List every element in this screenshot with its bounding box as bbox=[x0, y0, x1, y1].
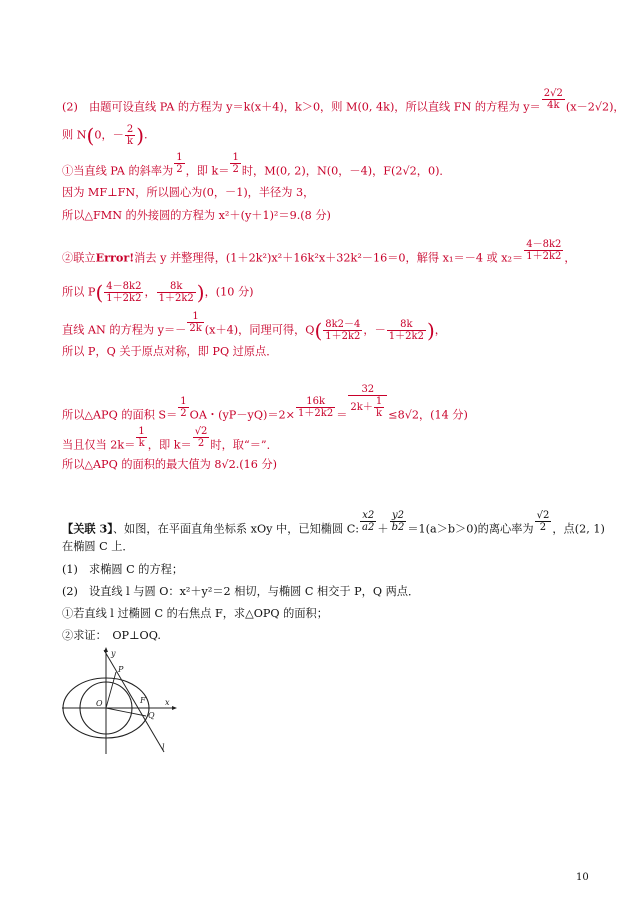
page-number: 10 bbox=[576, 872, 589, 883]
text: 消去 y 并整理得，(1＋2k²)x²＋16k²x＋32k²－16＝0，解得 x₁＝－4 或 x₂＝ bbox=[134, 251, 524, 265]
solution-line-10 bbox=[62, 384, 468, 433]
fraction bbox=[387, 319, 426, 342]
denominator: 1＋2k2 bbox=[106, 293, 142, 304]
text: 则 N bbox=[62, 128, 87, 142]
denominator: 2 bbox=[232, 164, 239, 175]
text: 0，－ bbox=[94, 128, 124, 142]
paren-close: ) bbox=[426, 318, 435, 343]
problem-line-1 bbox=[62, 510, 605, 541]
solution-line-7 bbox=[62, 281, 254, 304]
compound-fraction bbox=[348, 384, 387, 419]
text: ，即 k＝ bbox=[147, 438, 192, 452]
error-text: Error! bbox=[95, 250, 135, 265]
numerator: x2 bbox=[360, 510, 376, 522]
denominator: a2 bbox=[362, 522, 375, 533]
numerator: 1 bbox=[180, 396, 187, 407]
text: ，点(2, 1) bbox=[552, 522, 605, 536]
numerator: √2 bbox=[194, 426, 208, 437]
label-l: l bbox=[162, 743, 165, 752]
fraction bbox=[174, 152, 184, 175]
text: ，(10 分) bbox=[204, 285, 254, 299]
fraction bbox=[390, 510, 407, 533]
text: ，即 k＝ bbox=[185, 164, 230, 178]
fraction bbox=[193, 426, 210, 449]
numerator: 8k bbox=[157, 281, 196, 293]
fraction bbox=[296, 396, 335, 419]
fraction bbox=[230, 152, 240, 175]
text: ＋ bbox=[377, 522, 389, 536]
text: ②联立 bbox=[62, 251, 96, 265]
text: OA・(yP－yQ)＝2× bbox=[189, 408, 296, 422]
text: 时，M(0, 2)，N(0，－4)，F(2√2，0)． bbox=[241, 164, 451, 178]
ellipse-circle-figure bbox=[60, 646, 180, 756]
text: 2k＋ bbox=[350, 402, 373, 413]
numerator: √2 bbox=[536, 510, 550, 521]
label-q: Q bbox=[148, 711, 155, 720]
fraction bbox=[104, 281, 143, 304]
solution-line-1 bbox=[62, 88, 625, 119]
label-o: O bbox=[96, 699, 103, 708]
fraction bbox=[542, 88, 565, 111]
paren-open: ( bbox=[95, 280, 104, 305]
text: ， bbox=[434, 323, 446, 337]
solution-line-11 bbox=[62, 426, 278, 457]
denominator: 2k bbox=[189, 323, 202, 334]
denominator: b2 bbox=[391, 522, 405, 533]
solution-line-5: 所以△FMN 的外接圆的方程为 x²＋(y＋1)²＝9.(8 分) bbox=[62, 209, 331, 222]
text: 时，取“＝”． bbox=[210, 438, 278, 452]
label-f: F bbox=[140, 696, 146, 705]
denominator: 1＋2k2 bbox=[158, 293, 194, 304]
text: 当且仅当 2k＝ bbox=[62, 438, 136, 452]
denominator: 2 bbox=[176, 164, 183, 175]
numerator: 16k bbox=[296, 396, 335, 408]
denominator bbox=[348, 396, 387, 419]
text: ①当直线 PA 的斜率为 bbox=[62, 164, 174, 178]
text: 所以△APQ 的面积 S＝ bbox=[62, 408, 178, 422]
numerator: 4－8k2 bbox=[526, 239, 562, 250]
text: ≤8√2，(14 分) bbox=[388, 408, 468, 422]
fraction bbox=[136, 426, 146, 449]
tangent-line-l bbox=[104, 650, 164, 752]
numerator: 2√2 bbox=[543, 88, 563, 99]
numerator: 32 bbox=[348, 384, 387, 396]
numerator: 1 bbox=[187, 311, 203, 323]
numerator: 1 bbox=[375, 396, 383, 407]
fraction bbox=[524, 239, 563, 262]
text: ＝ bbox=[336, 408, 348, 422]
denominator: 2 bbox=[197, 438, 205, 449]
problem-line-2: 在椭圆 C 上． bbox=[62, 540, 134, 553]
text: 、如图，在平面直角坐标系 xOy 中，已知椭圆 C: bbox=[112, 522, 360, 536]
problem-line-3: (1) 求椭圆 C 的方程； bbox=[62, 563, 184, 576]
solution-line-4: 因为 MF⊥FN，所以圆心为(0，－1)，半径为 3， bbox=[62, 186, 315, 199]
solution-line-8 bbox=[62, 311, 446, 343]
x-axis-arrow bbox=[172, 706, 177, 710]
label-p: P bbox=[118, 665, 124, 674]
fraction bbox=[323, 319, 362, 342]
denominator: 2 bbox=[539, 522, 547, 533]
numerator: 1 bbox=[138, 426, 145, 437]
text: (x＋4)，同理可得，Q bbox=[204, 323, 315, 337]
fraction bbox=[360, 510, 376, 533]
paren-open: ( bbox=[314, 318, 323, 343]
text: ， bbox=[144, 285, 156, 299]
fraction bbox=[535, 510, 552, 533]
fraction bbox=[374, 396, 384, 419]
numerator: 1 bbox=[176, 152, 183, 163]
denominator: 2 bbox=[180, 408, 187, 419]
paren-open: ( bbox=[86, 123, 95, 148]
text: 所以 P bbox=[62, 285, 96, 299]
denominator: 1＋2k2 bbox=[388, 331, 424, 342]
text: (2) 由题可设直线 PA 的方程为 y＝k(x＋4)，k＞0，则 M(0, 4k)，所以直线 FN 的方程为 y＝ bbox=[62, 100, 541, 114]
solution-line-2 bbox=[62, 124, 148, 147]
text: (x－2√2)， bbox=[565, 100, 625, 114]
fraction bbox=[125, 124, 135, 147]
denominator: k bbox=[127, 136, 134, 147]
denominator: 4k bbox=[547, 100, 560, 111]
denominator: k bbox=[375, 408, 383, 419]
problem-tag: 【关联 3】 bbox=[62, 521, 113, 536]
fraction bbox=[178, 396, 188, 419]
label-y: y bbox=[111, 649, 116, 658]
numerator: 8k bbox=[387, 319, 426, 331]
numerator: 8k2－4 bbox=[325, 319, 361, 330]
denominator: 1＋2k2 bbox=[298, 408, 334, 419]
numerator: y2 bbox=[390, 510, 407, 522]
denominator: 1＋2k2 bbox=[325, 331, 361, 342]
problem-line-6: ②求证： OP⊥OQ. bbox=[62, 629, 161, 642]
text: . bbox=[144, 128, 148, 142]
numerator: 1 bbox=[232, 152, 239, 163]
label-x: x bbox=[165, 698, 170, 707]
text: 直线 AN 的方程为 y＝－ bbox=[62, 323, 187, 337]
paren-close: ) bbox=[196, 280, 205, 305]
solution-line-9: 所以 P，Q 关于原点对称，即 PQ 过原点． bbox=[62, 345, 278, 358]
fraction bbox=[187, 311, 203, 334]
denominator: k bbox=[138, 438, 145, 449]
solution-line-12: 所以△APQ 的面积的最大值为 8√2.(16 分) bbox=[62, 458, 277, 471]
fraction bbox=[157, 281, 196, 304]
solution-line-3 bbox=[62, 152, 451, 183]
paren-close: ) bbox=[136, 123, 145, 148]
text: ， bbox=[564, 251, 576, 265]
numerator: 4－8k2 bbox=[106, 281, 142, 292]
text: ＝1(a＞b＞0)的离心率为 bbox=[407, 522, 534, 536]
denominator: 1＋2k2 bbox=[526, 251, 562, 262]
solution-line-6 bbox=[62, 239, 576, 270]
problem-line-5: ①若直线 l 过椭圆 C 的右焦点 F，求△OPQ 的面积； bbox=[62, 607, 328, 620]
segment-op bbox=[106, 672, 116, 708]
text: ，－ bbox=[363, 323, 386, 337]
problem-line-4: (2) 设直线 l 与圆 O：x²＋y²＝2 相切，与椭圆 C 相交于 P，Q 两点． bbox=[62, 585, 420, 598]
numerator: 2 bbox=[126, 124, 134, 135]
